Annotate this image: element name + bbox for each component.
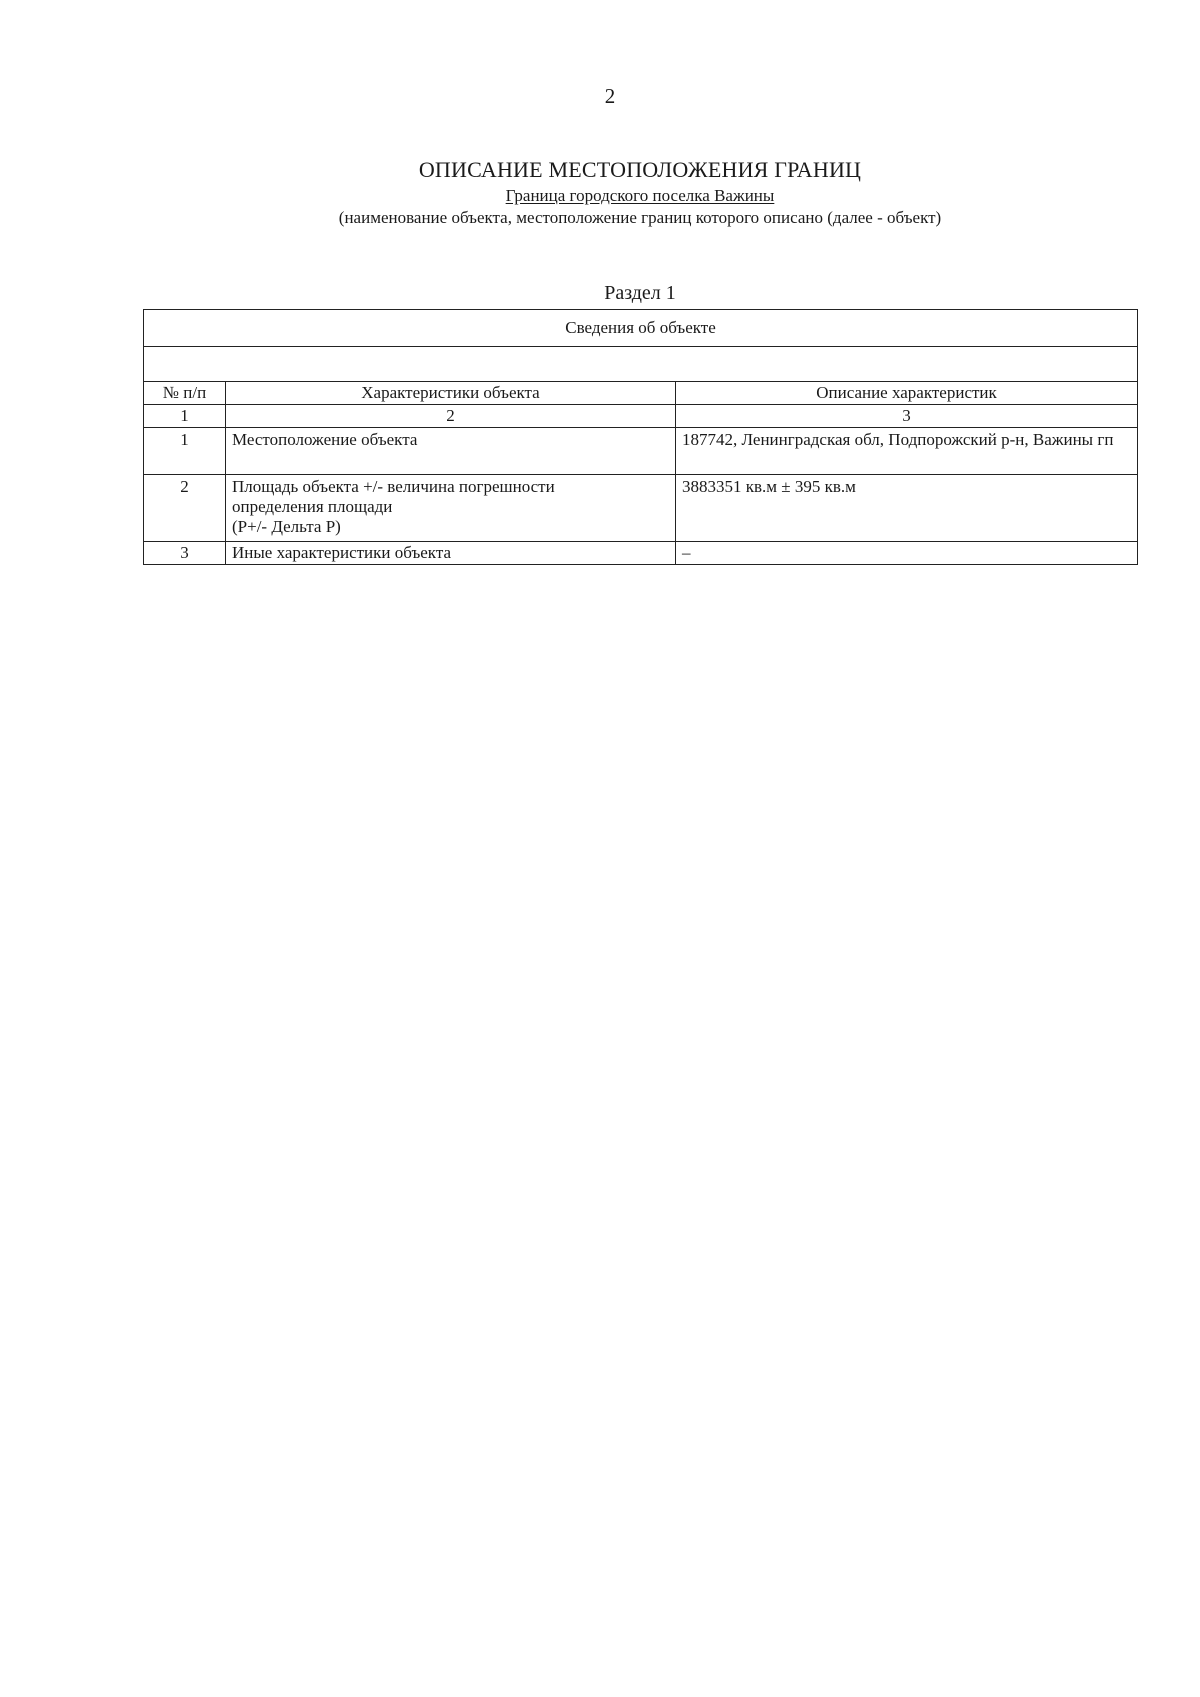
row-number: 1 — [144, 428, 226, 475]
object-name-note: (наименование объекта, местоположение границ которого описано (далее - объект) — [338, 208, 942, 227]
column-number-1: 1 — [144, 405, 226, 428]
object-name — [0, 186, 1200, 206]
table-row — [144, 475, 1138, 542]
row-characteristic-line: определения площади — [232, 497, 393, 516]
table-row — [144, 428, 1138, 475]
table-row — [144, 542, 1138, 565]
document-title: ОПИСАНИЕ МЕСТОПОЛОЖЕНИЯ ГРАНИЦ — [418, 157, 862, 182]
table-blank-row — [144, 347, 1138, 382]
section-title: Раздел 1 — [604, 282, 676, 304]
row-characteristic: Местоположение объекта — [226, 428, 676, 475]
page-number: 2 — [604, 84, 616, 108]
column-header-characteristic: Характеристики объекта — [226, 382, 676, 405]
row-number: 2 — [144, 475, 226, 542]
row-description: 187742, Ленинградская обл, Подпорожский р-н, Важины гп — [676, 428, 1138, 475]
row-description: 3883351 кв.м ± 395 кв.м — [676, 475, 1138, 542]
object-name-text: Граница городского поселка Важины — [505, 186, 775, 205]
column-header-number: № п/п — [144, 382, 226, 405]
row-characteristic: Иные характеристики объекта — [226, 542, 676, 565]
row-number: 3 — [144, 542, 226, 565]
row-characteristic-line: Площадь объекта +/- величина погрешности — [232, 477, 555, 496]
row-characteristic — [226, 475, 676, 542]
row-description: – — [676, 542, 1138, 565]
row-characteristic-line: (Р+/- Дельта Р) — [232, 517, 341, 536]
column-number-2: 2 — [226, 405, 676, 428]
column-number-3: 3 — [676, 405, 1138, 428]
object-info-table — [143, 309, 1138, 565]
column-header-description: Описание характеристик — [676, 382, 1138, 405]
table-caption: Сведения об объекте — [144, 310, 1138, 347]
